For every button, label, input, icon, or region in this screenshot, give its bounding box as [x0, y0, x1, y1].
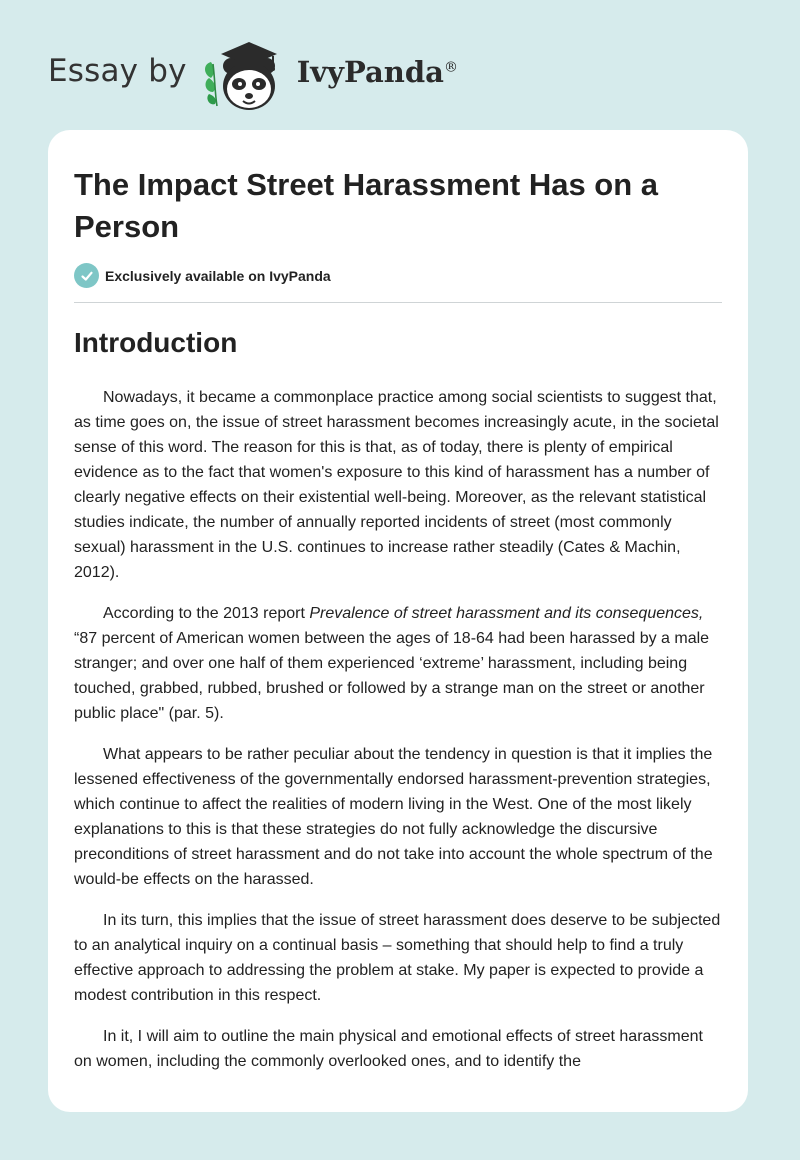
essay-body [74, 385, 722, 1090]
section-heading-introduction: Introduction [74, 327, 238, 358]
report-title: Prevalence of street harassment and its consequences, [309, 605, 704, 622]
essay-by-label: Essay by [48, 53, 187, 89]
divider [74, 302, 722, 303]
paragraph-5: In it, I will aim to outline the main physical and emotional effects of street harassment on women, including the commonly overlooked ones, and to identify the [74, 1028, 703, 1070]
registered-mark: ® [443, 59, 458, 76]
checkmark-icon [74, 263, 99, 288]
paragraph-2-quote: “87 percent of American women between the ages of 18-64 had been harassed by a male stranger; and over one half of them experienced ‘extreme’ harassment, including being touched, grabbed, rubbed, brushed or followed by a strange man on the street or another public place" (par. 5). [74, 630, 710, 722]
brand-name[interactable] [297, 55, 458, 89]
essay-title: The Impact Street Harassment Has on a Person [74, 167, 659, 244]
essay-card [48, 130, 748, 1112]
paragraph-1: Nowadays, it became a commonplace practice among social scientists to suggest that, as time goes on, the issue of street harassment becomes increasingly acute, in the societal sense of this word. The reason for this is that, as of today, there is plenty of empirical evidence as to the fact that women's exposure to this kind of harassment has a number of clearly negative effects on their existential well-being. Moreover, as the relevant statistical studies indicate, the number of annually reported incidents of street (most commonly sexual) harassment in the U.S. continues to increase rather steadily (Cates & Machin, 2012). [74, 389, 719, 581]
paragraph-2 [74, 601, 722, 726]
exclusive-badge [74, 263, 331, 288]
site-header [48, 34, 458, 114]
paragraph-2-lead: According to the 2013 report [103, 605, 310, 622]
paragraph-4: In its turn, this implies that the issue of street harassment does deserve to be subjected to an analytical inquiry on a continual basis – something that should help to find a truly effective approach to addressing the problem at stake. My paper is expected to provide a modest contribution in this respect. [74, 912, 721, 1004]
panda-graduate-logo-icon[interactable] [201, 34, 293, 114]
brand-text: IvyPanda [296, 55, 444, 89]
paragraph-3: What appears to be rather peculiar about the tendency in question is that it implies the lessened effectiveness of the governmentally endorsed harassment-prevention strategies, which continue to affect the realities of modern living in the West. One of the most likely explanations to this is that these strategies do not fully acknowledge the discursive preconditions of street harassment and do not take into account the whole spectrum of the would-be effects on the harassed. [74, 746, 713, 888]
exclusive-label: Exclusively available on IvyPanda [105, 267, 331, 284]
